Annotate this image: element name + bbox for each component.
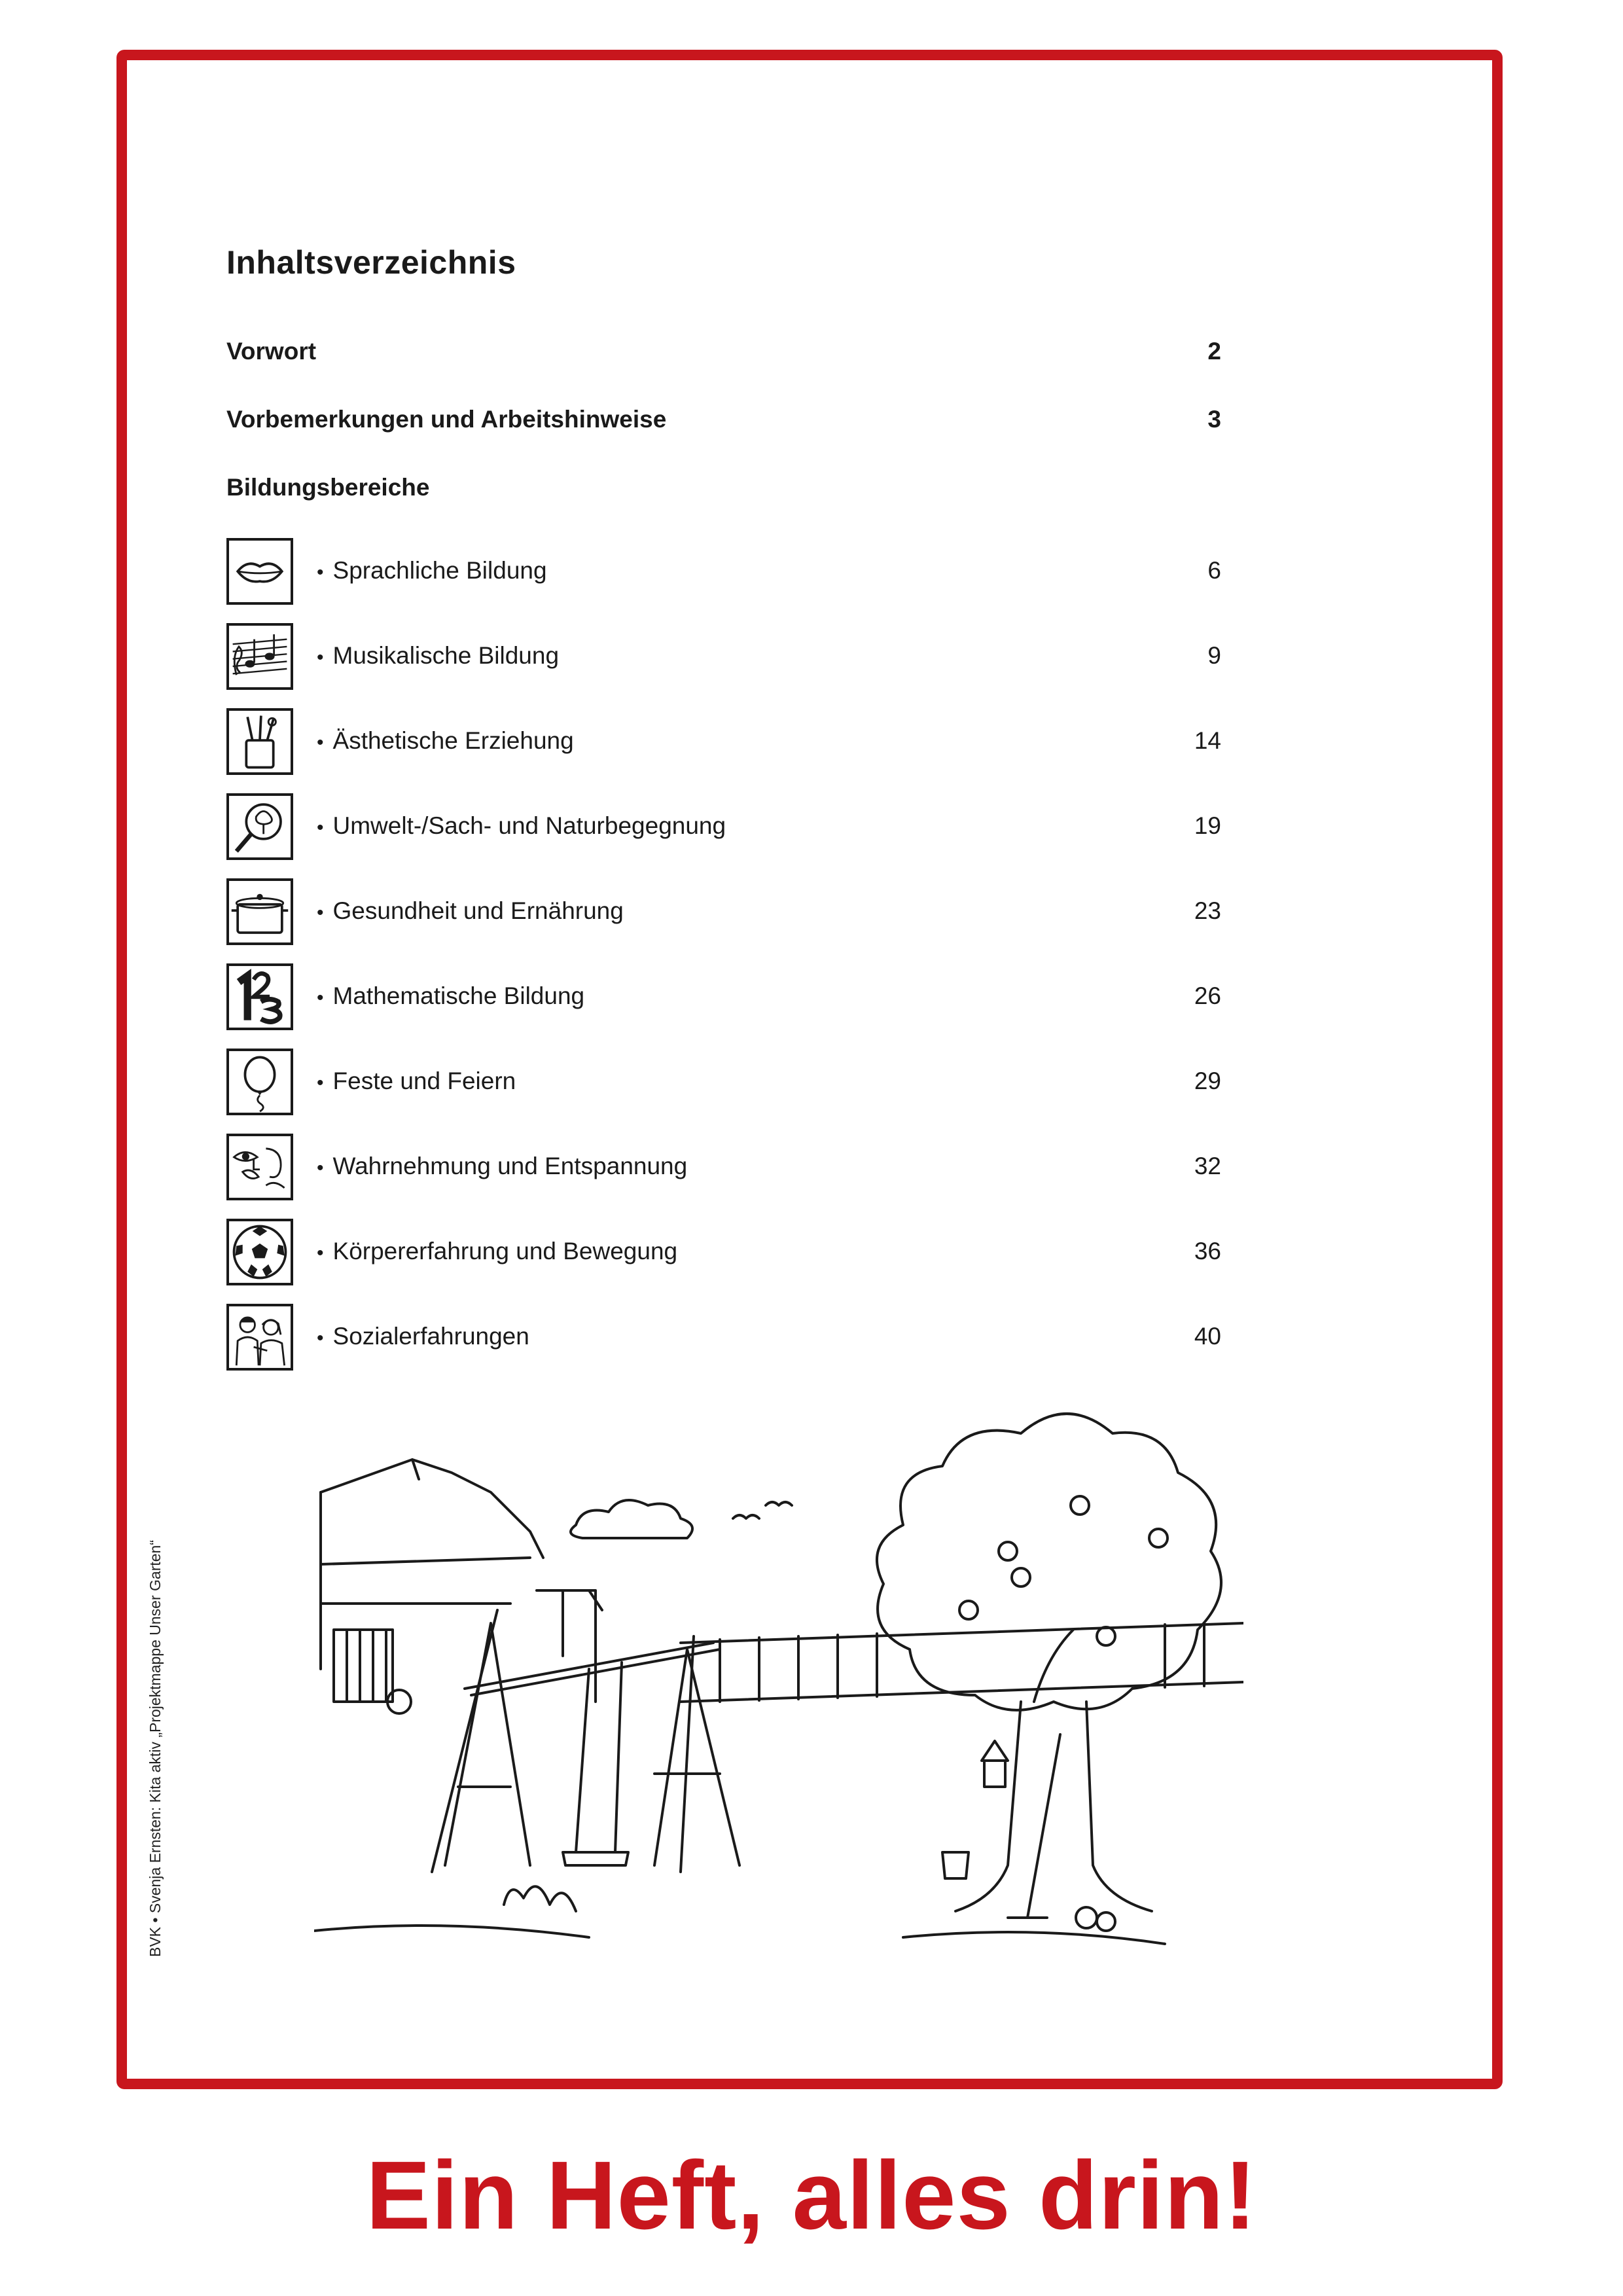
birdhouse [982,1741,1008,1787]
children-icon [226,1304,293,1371]
pencil-cup-icon [226,708,293,775]
toc-entry-label: Vorbemerkungen und Arbeitshinweise [226,406,667,433]
area-page: 23 [1194,897,1221,924]
area-page: 19 [1194,812,1221,839]
area-page: 14 [1194,727,1221,754]
magnifier-tree-icon [226,793,293,860]
area-label: • Mathematische Bildung [317,982,584,1010]
area-label: • Ästhetische Erziehung [317,727,574,755]
toc-entry-page: 2 [1207,338,1221,365]
area-label: • Feste und Feiern [317,1067,516,1095]
toc-area-wahrnehmung-entspannung[interactable] [226,1134,1221,1203]
slogan: Ein Heft, alles drin! [366,2142,1257,2250]
toc-area-feste-feiern[interactable] [226,1049,1221,1118]
area-page: 29 [1194,1067,1221,1094]
swing-frame [432,1610,740,1872]
ground-grass [314,1690,1165,1944]
numbers-123-icon [226,963,293,1030]
shed-door [334,1630,393,1702]
house-outline [321,1460,543,1669]
toc-area-umwelt-sach-natur[interactable] [226,793,1221,863]
toc-title: Inhaltsverzeichnis [226,244,516,281]
music-notes-icon [226,623,293,690]
garden-illustration [314,1394,1243,1983]
football-icon [226,1219,293,1285]
toc-area-musikalische-bildung[interactable] [226,623,1221,692]
area-page: 32 [1194,1153,1221,1179]
birds [733,1502,792,1518]
area-label: • Körpererfahrung und Bewegung [317,1238,677,1265]
pergola [537,1590,602,1702]
area-label: • Gesundheit und Ernährung [317,897,624,925]
toc-area-sprachliche-bildung[interactable] [226,538,1221,607]
area-label: • Wahrnehmung und Entspannung [317,1153,687,1180]
lips-icon [226,538,293,605]
toc-entry-label: Vorwort [226,338,317,365]
area-page: 36 [1194,1238,1221,1265]
area-label: • Musikalische Bildung [317,642,559,670]
cloud [571,1500,692,1538]
toc-area-mathematische-bildung[interactable] [226,963,1221,1033]
toc-entry-vorbemerkungen[interactable] [226,406,1221,433]
area-page: 6 [1207,557,1221,584]
area-label: • Sozialerfahrungen [317,1323,529,1350]
cooking-pot-icon [226,878,293,945]
side-credit: BVK • Svenja Ernsten: Kita aktiv „Projektmappe Unser Garten“ [147,1540,164,1957]
apple-tree [877,1414,1221,1911]
area-page: 40 [1194,1323,1221,1350]
area-label: • Sprachliche Bildung [317,557,547,584]
toc-area-gesundheit-ernaehrung[interactable] [226,878,1221,948]
toc-area-aesthetische-erziehung[interactable] [226,708,1221,778]
toc-entry-vorwort[interactable] [226,338,1221,365]
face-senses-icon [226,1134,293,1200]
fence [681,1623,1243,1702]
balloon-icon [226,1049,293,1115]
area-page: 26 [1194,982,1221,1009]
toc-area-koerpererfahrung-bewegung[interactable] [226,1219,1221,1288]
area-label: • Umwelt-/Sach- und Naturbegegnung [317,812,726,840]
toc-area-sozialerfahrungen[interactable] [226,1304,1221,1373]
toc-entry-page: 3 [1207,406,1221,433]
section-label-bildungsbereiche: Bildungsbereiche [226,474,430,501]
area-page: 9 [1207,642,1221,669]
